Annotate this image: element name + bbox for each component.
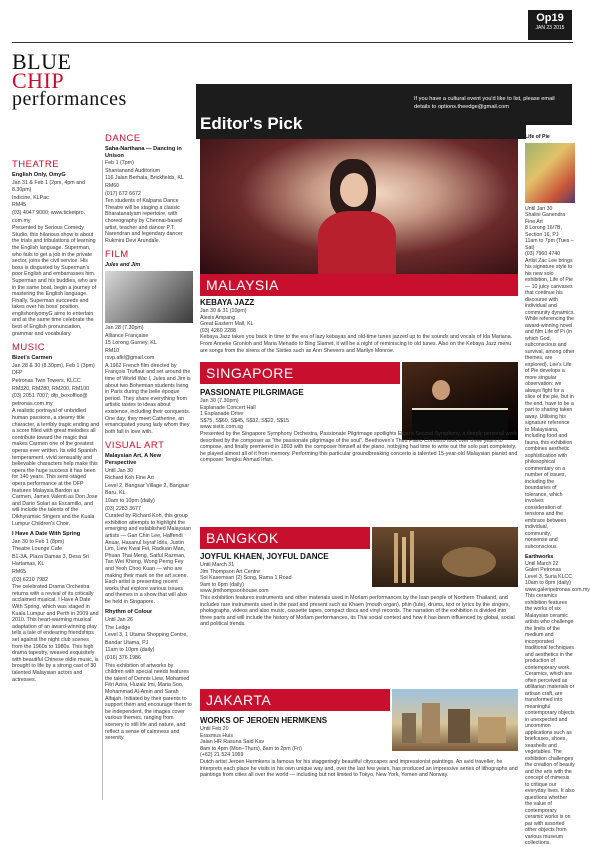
event-detail: (016) 376 1986	[105, 655, 141, 662]
category-dance: DANCE	[105, 133, 141, 144]
event-detail: Shalini Ganendra Fine Art	[525, 212, 566, 225]
event-description: A realistic portrayal of unbridled human passions, a steamy title character, a terribly tragic ending and a score filled with great melodies all contribute toward the magic that makes Carmen one of the greatest operas ever written. Its wild Spanish temperament, vivid sensuality and believable characters help make this opera the huge success it has been for 140 years. This semi-staged opera performance at the DFP features Malaysia Bardon as Carmen, James Valenti as Don Jose and Dario Solari as Escamillo, and will include the talents of the Dikhyramsic Singers and the Kuala Lumpur Children's Choir.	[12, 408, 100, 527]
event-detail: Jan 28 & 30 (8.30pm), Feb 1 (3pm)	[12, 362, 95, 369]
event-detail: 11am to 7pm (Tues – Sat)	[525, 238, 574, 251]
event-description: This exhibition features instruments and other materials used in Morlam performances by the Isan people of Northern Thailand, and includes rare instruments used in the past and present such as Khaen (mouth organ), phin (lute), drums, text or lyrics by the singers, photographs, videos and also music, cassette tapes, compact discs and vinyl records. The narration of the exhibition is divided into three parts and will include the history of Morlam performances, its Thai social context and how it has been influenced by global, social and political trends.	[200, 594, 515, 628]
event-detail: 9am to 6pm (daily)	[200, 581, 244, 588]
event-title: Earthworks	[525, 554, 554, 560]
section-masthead	[12, 49, 127, 110]
event-description: Kebaya Jazz takes you back in time to the era of lazy kebayas and old-time tunes jazzed up to the sounds and vocals of Ida Mariana. From Anneke Gronloh and Maria Menado to Bing Slamet, it will be a night of reminiscing to old tunes. Also on the Kebaya Jazz menu are songs from the sirens of the Sixties such as Ann Sheverrs and Marilyn Monroe.	[200, 334, 513, 354]
event-detail: RM320, RM280, RM200, RM100	[12, 385, 90, 392]
event-detail: www.galeripetronas.com.my	[525, 586, 590, 593]
event-detail: 10am to 10pm (daily)	[105, 497, 155, 504]
event-description: This exhibition of artworks by children with special needs features the talent of Dennis Liew, Mohamed Fitri Azira, Huzaiz Imi, Maria Soo, Mohammad Al-Amin and Sarah Alfajah. Initiated by their parents to support them and encourage them to be independent, the images cover various themes, ranging from scenery to still life and nature, and reflect a sense of calmness and serenity.	[105, 662, 192, 742]
event-title: Rhythm of Colour	[105, 609, 153, 616]
event-description: A 1962 French film directed by François Truffaut and set around the time of World War I, Jules and Jim is about two Bohemian students living in Paris during the belle époque period. They share everything from artistic tastes to ideas about existence, including their conquests. One day, they meet Catherine, an emancipated young lady whom they both fall in love with.	[105, 362, 191, 435]
pick-title: PASSIONATE PILGRIMAGE	[200, 388, 304, 397]
event-detail: 8am to 4pm (Mon–Thurs), 8am to 2pm (Fri)	[200, 745, 302, 752]
event-detail: 11am to 10pm (daily)	[105, 647, 155, 654]
event-detail: Level 3, 1 Utama Shopping Centre,	[105, 632, 188, 639]
event-detail: Jan 28 (7.30pm)	[105, 324, 144, 331]
pick-title: WORKS OF JEROEN HERMKENS	[200, 716, 328, 725]
pick-singapore	[200, 388, 518, 464]
event-detail: rsvp.afkl@gmail.com	[105, 355, 155, 362]
event-detail: Petronas Twin Towers, KLCC	[12, 378, 81, 385]
listings-column-1	[12, 160, 100, 684]
event-detail: RM10	[105, 347, 120, 354]
listings-column-2	[105, 134, 193, 743]
event-description: This ceramics exhibition features the works of six Malaysian ceramic artists who challenge the limits of the medium and incorporated traditional techniques and aesthetics in the production of contemporary work. Ceramics, which are often perceived as utilitarian materials or artisan craft, are transformed into meaningful contemporary objects in unexpected and uncommon applications such as briefcases, shoes, seashells and vegetables. The exhibition challenges the creation of beauty and the arts with the concept of mimesis to critique our everyday lives. It also questions whether the value of contemporary ceramic works is on par with assorted other objects from various museum collections.	[525, 593, 575, 846]
event-detail: Until March 31	[200, 562, 235, 568]
event-detail: (03) 2283 3677	[105, 505, 141, 512]
category-visual-art: VISUAL ART	[105, 440, 165, 452]
city-band-malaysia: MALAYSIA	[200, 274, 518, 296]
category-music: MUSIC	[12, 342, 46, 354]
city-band-jakarta: JAKARTA	[200, 689, 390, 711]
submission-notice: If you have a cultural event you'd like to list, please email details to options.theedge@gmail.com	[414, 96, 555, 110]
event-detail: Galeri Petronas	[525, 567, 562, 573]
editors-pick-heading: Editor's Pick	[200, 114, 303, 133]
event-title: Malaysian Art, A New Perspective	[105, 453, 161, 466]
event-detail: 1 Esplanade Drive	[200, 411, 244, 418]
event-title: Bizet's Carmen	[12, 355, 53, 362]
masthead-line-blue: BLUE	[12, 49, 72, 74]
event-detail: Jan 30 (7.30pm)	[200, 398, 239, 404]
event-detail: www.sistic.com.sg	[200, 424, 243, 431]
event-detail: Until March 22	[525, 560, 559, 567]
event-title: English Only, OmyG	[12, 172, 66, 178]
event-title: Saha-Narthana — Dancing in Unison	[105, 146, 182, 159]
event-detail: Great Eastern Mall, KL	[200, 321, 254, 328]
event-title: Jules and Jim	[105, 262, 141, 269]
event-detail: (03) 7960 4740	[525, 251, 561, 257]
life-of-pie-artwork	[525, 143, 575, 203]
pick-malaysia	[200, 298, 518, 354]
pick-jakarta	[200, 716, 518, 779]
event-detail: Until Jan 30	[525, 205, 553, 212]
event-detail: Erasmus Huis	[200, 732, 233, 739]
event-detail: Baru, KL	[105, 490, 126, 497]
pick-title: JOYFUL KHAEN, JOYFUL DANCE	[200, 552, 329, 561]
singer-kebaya-shape	[318, 211, 396, 274]
event-detail: Esplanade Concert Hall	[200, 404, 256, 411]
masthead-line-chip: CHIP	[12, 68, 65, 93]
event-detail: Until Jan 26	[105, 617, 133, 624]
film-still-image	[105, 271, 193, 323]
event-detail: DFP	[12, 370, 23, 377]
header-rule	[12, 42, 573, 43]
event-detail: petronas.com.my	[12, 400, 53, 407]
event-detail: Jan 31 & Feb 1 (2pm, 4pm and	[12, 179, 86, 186]
event-detail: Level 2, Bangsar Village 2, Bangsar	[105, 482, 190, 489]
event-detail: RM65	[12, 569, 27, 576]
pick-bangkok	[200, 552, 518, 628]
event-detail: Level 3, Suria KLCC	[525, 573, 572, 580]
event-detail: Until Jan 30	[105, 467, 133, 474]
event-detail: Jan 30 & 31 (10pm)	[200, 308, 247, 314]
event-detail: Shantanand Auditorium	[105, 167, 161, 174]
event-detail: The Ledge	[105, 624, 131, 631]
event-title: I Have A Date With Spring	[12, 531, 81, 538]
event-description: Presented by the Singapore Symphony Orchestra, Passionate Pilgrimage spotlights Elgar's Second Symphony, a deeply personal work described by the composer as "the passionate pilgrimage of the soul". Beethoven's Third Piano Concerto took over three years to compose, and finally premiered in 1803 with the composer himself at the piano, notbyjing had time to write out the solo part completely, he played almost all of it from memory. Performing this particular groundbreaking concerto is talented 15-year-old Malaysian pianist and composer Tengku Ahmad Irfan.	[200, 430, 518, 464]
event-detail: Until Feb 20	[200, 726, 229, 732]
event-detail: Bandar Utama, PJ	[105, 639, 149, 646]
event-description: Artist Zac Lee brings his signature style to his new solo exhibition, Life of Pie — 10 juicy canvases that continue his discourse with individual and community dynamics. While referencing the award-winning novel and film Life of Pi (in which God, subconscious and survival, among other themes, are explored), Lee's Life of Pie develops a more singular observation: we always fight for a slice of the pie, but in the end, have to be a part to sharing taken away. Utilising his signature reference to Malaysiana, including food and fauna, this exhibition combines aesthetic sophistication with philosophical commentary on a number of issues, including the boundaries of tolerance, which involves consideration of tensions and the embrace between individual, community, nonsense and subconscious.	[525, 257, 575, 550]
event-detail: 116 Jalan Berhala, Brickfields, KL	[105, 175, 184, 182]
event-description: Presented by Serious Comedy Studio, this hilarious show is about the trials and tribulations of learning the English language. Superman, who fails to get a job in the private sector, joins the civil service. His boss is disgusted by Superman's poor English and embarrasses him. Superman and his buddies, who are in the same boat, begin a journey of mastering the English language. Finally, Superman succeeds and takes over his boss' position. englishonlyomyG aims to entertain and at the same time celebrate the best of English pronunciation, grammar and vocabulary.	[12, 225, 97, 337]
event-description: Curated by Richard Koh, this group exhibition attempts to highlight the emerging and established Malaysian artists — Gan Chin Lee, Haffendi Anuar, Hasanul Isyraf Idris, Justin Lim, Liew Kwai Fei, Radiuan Man, Phuan Thai Meng, Saiful Razman, Tan Wei Kheng, Wong Perng Fey and Yeoh Choo Kuan — who are making their mark on the art scene. Each artist is presenting recent works that explore various issues and themes in a show that will also be held in Singapore.	[105, 513, 191, 605]
event-detail: (03) 6210 7982	[12, 576, 48, 583]
event-detail: com.my	[12, 217, 31, 224]
event-detail: 8 Lorong 16/7B, Section 16, PJ	[525, 225, 562, 238]
event-detail: (03) 4260 2288	[200, 327, 236, 334]
event-detail: Jan 30 to Feb 1 (8pm)	[12, 538, 65, 545]
event-detail: Feb 1 (7pm)	[105, 160, 134, 167]
pick-title: KEBAYA JAZZ	[200, 298, 255, 307]
kebaya-jazz-singer-photo	[200, 139, 518, 274]
event-detail: RM45	[12, 202, 27, 209]
event-description: The celebrated Drama Orchestra returns with a revival of its critically acclaimed musical. I Have A Date With Spring, which was staged in Kuala Lumpur and Perth in 2009 and 2010. This heart-warming musical adaptation of an award-winning play tells a tale of endearing friendships set against the night club scenes from the 1960s to 1980s. This high drama tapestry, weaved exquisitely with beautiful Chinese oldie music, is brought to life by a strong cast of 30 talented Malaysian actors and actresses.	[12, 584, 99, 683]
event-detail: 10am to 8pm (daily)	[525, 580, 571, 586]
event-description: Ten students of Kalpana Dance Theatre will be staging a classic Bharatanatyam repertoire, with choreography by Chennai-based artist, teacher and dancer P.T. Narendran and legendary dancer Rukmini Devi Arundale.	[105, 198, 183, 244]
event-detail: (017) 672 6672	[105, 190, 141, 197]
event-detail: Soi Kasemsan (2) Song, Rama 1 Road	[200, 575, 292, 582]
event-detail: (03) 4047 9000; www.ticketpro.	[12, 209, 86, 216]
category-theatre: THEATRE	[12, 159, 60, 170]
event-detail: Alliance Française	[105, 332, 149, 339]
city-band-bangkok: BANGKOK	[200, 527, 370, 549]
event-detail: Hartamas, KL	[12, 561, 45, 568]
event-detail: Theatre Lounge Cafe	[12, 546, 63, 553]
event-detail: 8.30pm)	[12, 187, 32, 194]
event-description: Dutch artist Jeroen Hermkens is famous for his staggeringly beautiful cityscapes and impressionist paintings. An avid traveller, he interprets each place he visits in his own unique way and, over the last few years, has produced an impressive series of lithographs and paintings from cities all over the world — including but not limited to Tokyo, New York, Yemen and Norway.	[200, 758, 518, 779]
event-detail: www.jimthompsonhouse.com	[200, 588, 269, 595]
event-detail: Richard Koh Fine Art	[105, 475, 154, 482]
event-detail: B1-3A, Plaza Damas 3, Desa Sri	[12, 553, 89, 560]
event-detail: (03) 2051 7007; dfp_boxoffice@	[12, 393, 88, 400]
event-detail: 15 Lorong Gurney, KL	[105, 340, 157, 347]
page-number: Op19	[536, 12, 564, 24]
city-band-singapore: SINGAPORE	[200, 362, 400, 384]
event-detail: Jim Thompson Art Centre	[200, 568, 260, 575]
event-detail: Jalan HR Rasuna Said Kav	[200, 739, 265, 746]
masthead-line-performances: performances	[12, 88, 127, 110]
event-detail: Indicine, KLPac	[12, 194, 49, 201]
event-detail: (+62) 21 524 1069	[200, 752, 244, 759]
column-divider	[102, 160, 103, 800]
category-film: FILM	[105, 249, 129, 261]
event-detail: S$75, S$60, S$45, S$32, S$22, S$15	[200, 417, 289, 424]
page-number-box	[528, 10, 572, 40]
event-title: Life of Pie	[525, 134, 550, 140]
singer-face-shape	[340, 173, 368, 207]
page-date: JAN 23 2015	[535, 25, 565, 31]
event-detail: RM60	[105, 182, 120, 189]
listings-sidebar	[525, 134, 590, 847]
event-detail: Alexis Ampang	[200, 314, 236, 321]
